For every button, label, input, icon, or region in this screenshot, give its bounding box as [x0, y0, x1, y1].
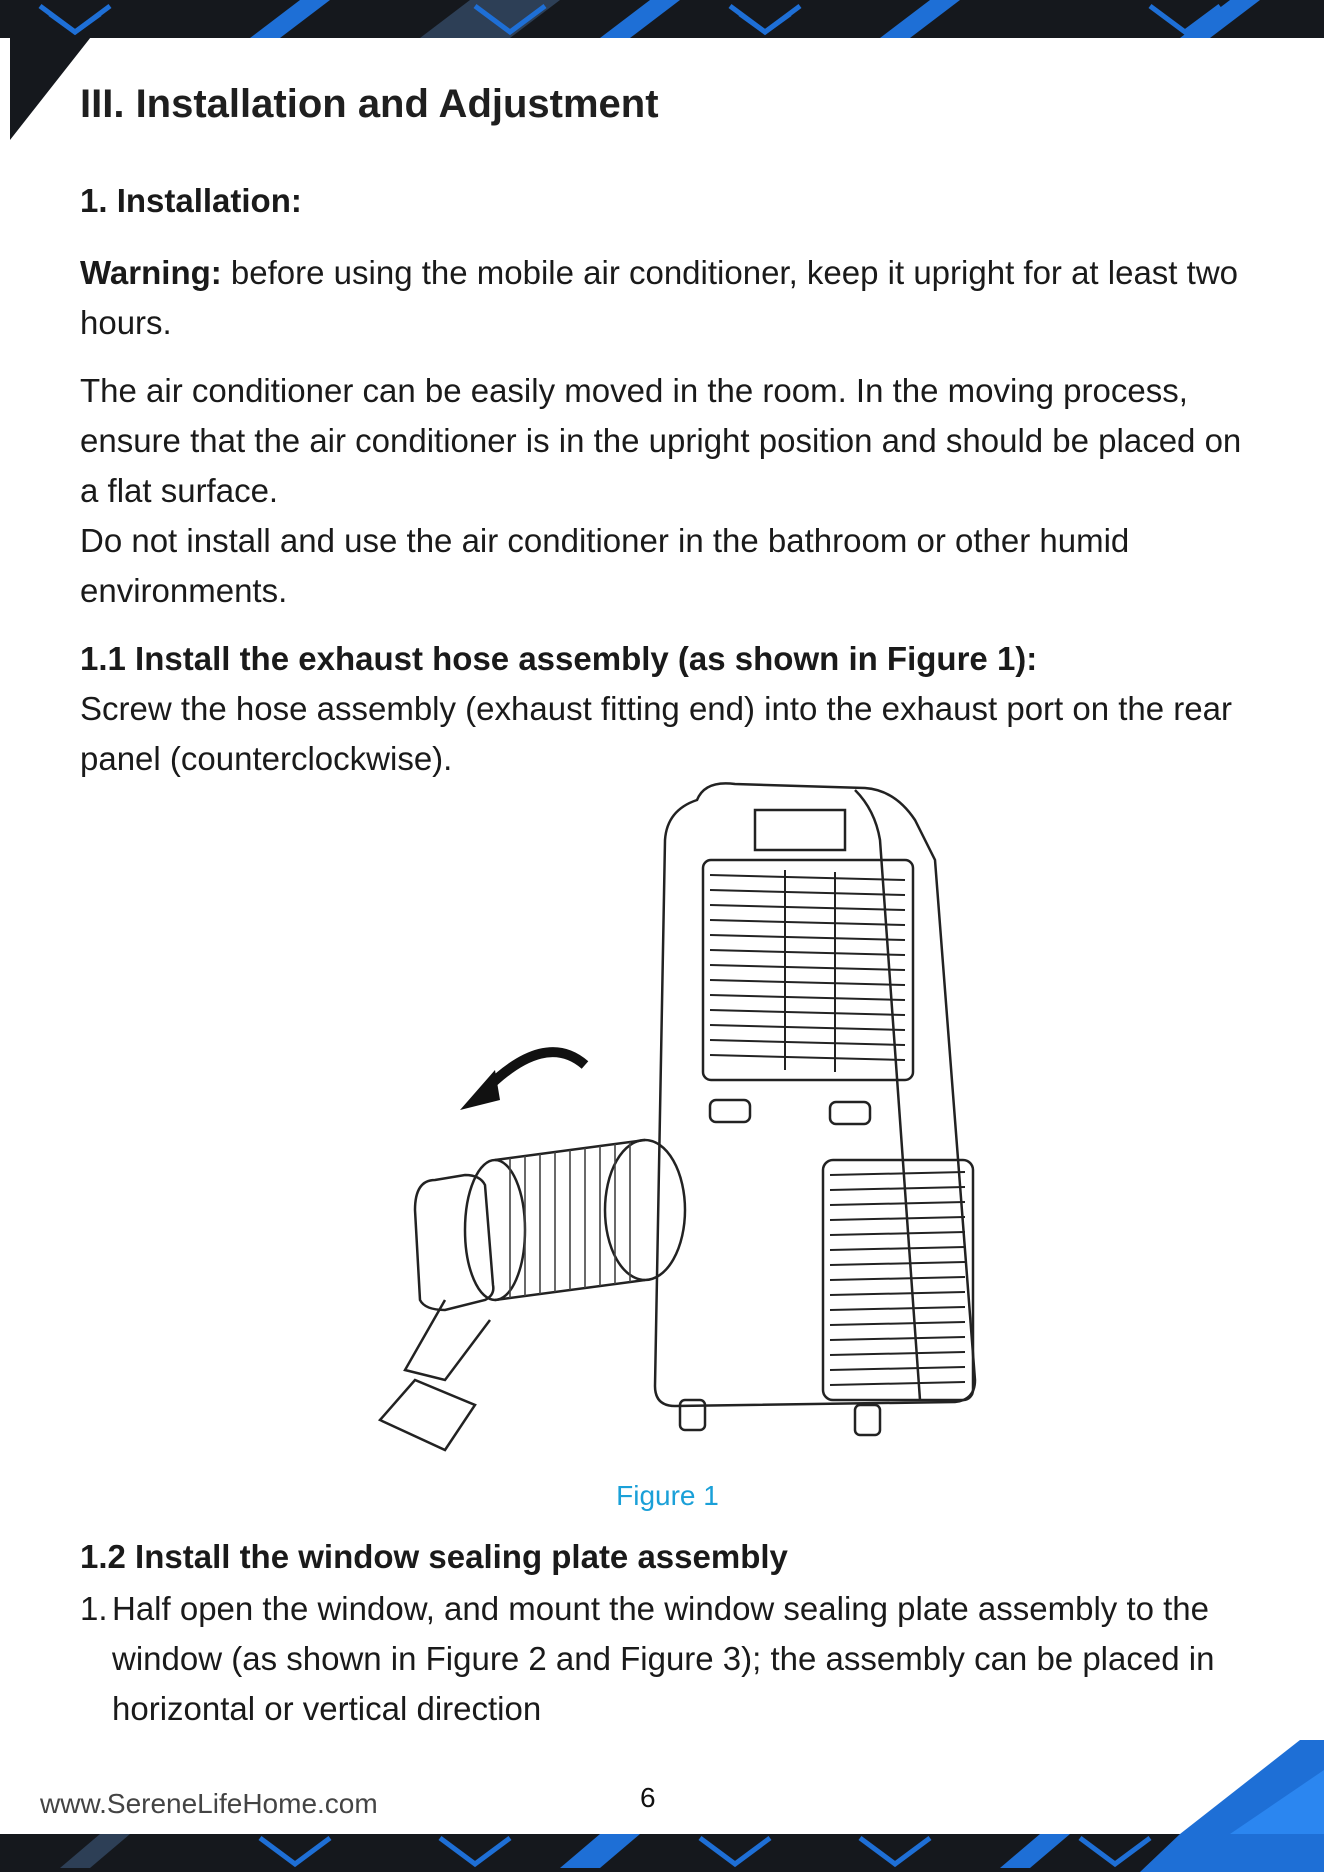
humid-paragraph: Do not install and use the air conditioner in the bathroom or other humid environments.: [80, 522, 1130, 609]
warning-paragraph: [80, 248, 1245, 348]
section-exhaust-hose-heading: 1.1 Install the exhaust hose assembly (as shown in Figure 1):: [80, 640, 1038, 677]
footer-website-link[interactable]: www.SereneLifeHome.com: [40, 1788, 378, 1819]
warning-label: Warning:: [80, 254, 222, 291]
page-number: 6: [640, 1782, 656, 1813]
list-item-text: Half open the window, and mount the window sealing plate assembly to the window (as shown in Figure 2 and Figure 3); the assembly can be placed in horizontal or vertical direction: [112, 1590, 1215, 1727]
exhaust-hose-paragraph: Screw the hose assembly (exhaust fitting end) into the exhaust port on the rear panel (counterclockwise).: [80, 690, 1232, 777]
list-item-number: 1.: [80, 1590, 108, 1627]
page-title: III. Installation and Adjustment: [80, 82, 659, 126]
figure-caption: Figure 1: [616, 1480, 719, 1511]
moving-paragraph: The air conditioner can be easily moved in the room. In the moving process, ensure that the air conditioner is in the upright position and should be placed on a flat surface.: [80, 372, 1242, 509]
air-conditioner-illustration: [375, 780, 1085, 1470]
footer-decoration: [0, 1740, 1324, 1872]
section-window-plate-heading: 1.2 Install the window sealing plate assembly: [80, 1538, 788, 1575]
warning-text: before using the mobile air conditioner, keep it upright for at least two hours.: [80, 254, 1238, 341]
section-installation-heading: 1. Installation:: [80, 182, 302, 219]
